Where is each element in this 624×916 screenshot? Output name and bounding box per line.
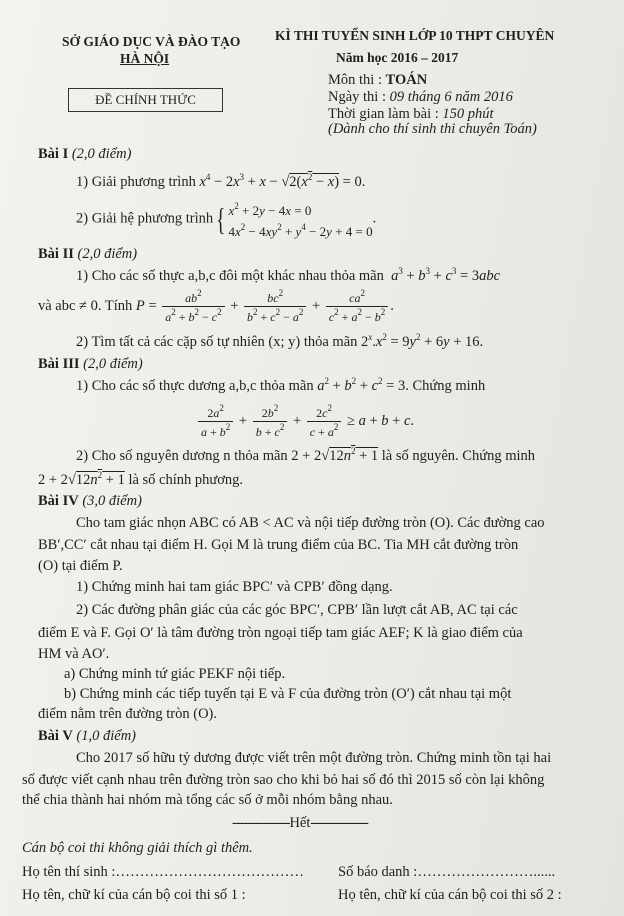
problem-3-inequality: $\frac{2a^2}{a + b^2}$ + $\frac{2b^2}{b + c^2}$ + $\frac{2c^2}{c + a^2}$ ≥ a + b + c. [196, 403, 414, 440]
dept-city: HÀ NỘI [120, 51, 170, 66]
problem-4-qb-1: b) Chứng minh các tiếp tuyến tại E và F của đường tròn (O′) cắt nhau tại một [64, 686, 512, 702]
problem-4-q1: 1) Chứng minh hai tam giác BPC′ và CPB′ đồng dạng. [76, 579, 393, 595]
proctor-note: Cán bộ coi thi không giải thích gì thêm. [22, 840, 253, 856]
problem-1-heading: Bài I (2,0 điểm) [38, 146, 132, 162]
problem-1-q2: 2) Giải hệ phương trình{ $x^2 + 2y - 4x = 0$ $4x^2 - 4xy^2 + y^4 - 2y + 4 = 0$. [76, 201, 377, 239]
school-year: Năm học 2016 – 2017 [336, 50, 459, 65]
problem-5-text-2: số được viết cạnh nhau trên đường tròn sao cho khi bỏ hai số đó thì 2015 số còn lại không [22, 772, 545, 788]
problem-2-q1: 1) Cho các số thực a,b,c đôi một khác nhau thỏa mãn $a^3 + b^3 + c^3 = 3abc$ [76, 266, 501, 284]
problem-2-q2: 2) Tìm tất cả các cặp số tự nhiên (x; y) thỏa mãn $2^x.x^2 = 9y^2 + 6y + 16$. [76, 332, 484, 350]
problem-3-heading: Bài III (2,0 điểm) [38, 356, 143, 372]
official-label: ĐỀ CHÍNH THỨC [68, 88, 223, 112]
problem-5-text-1: Cho 2017 số hữu tỷ dương được viết trên một đường tròn. Chứng minh tồn tại hai [76, 750, 552, 766]
problem-2-heading: Bài II (2,0 điểm) [38, 246, 138, 262]
problem-4-qb-2: điểm nằm trên đường tròn (O). [38, 706, 218, 722]
subject-line: Môn thi : TOÁN [328, 72, 428, 88]
problem-4-intro-2: BB′,CC′ cắt nhau tại điểm H. Gọi M là trung điểm của BC. Tia MH cắt đường tròn [38, 537, 519, 553]
problem-4-intro-1: Cho tam giác nhọn ABC có AB < AC và nội tiếp đường tròn (O). Các đường cao [76, 515, 545, 531]
problem-2-q1-cont: và abc ≠ 0. Tính P = $\frac{ab^2}{a^2 + b^2 - c^2}$ + $\frac{bc^2}{b^2 + c^2 - a^2}$ + $\frac{ca^2}{c^2 + a^2 - b^2}$ . [38, 288, 394, 324]
problem-3-q2: 2) Cho số nguyên dương n thỏa mãn $2 + 2√12n^2 + 1$ là số nguyên. Chứng minh [76, 446, 536, 464]
reg-number-line: Số báo danh :……………………...... [338, 864, 556, 880]
problem-4-q2-2: điểm E và F. Gọi O′ là tâm đường tròn ngoại tiếp tam giác AEF; K là giao điểm của [38, 625, 523, 641]
problem-3-q1: 1) Cho các số thực dương a,b,c thỏa mãn $a^2 + b^2 + c^2 = 3$. Chứng minh [76, 376, 486, 394]
problem-1-q1: 1) Giải phương trình $x^4 - 2x^3 + x - √2(x^2 - x) = 0$. [76, 172, 366, 190]
dept-name: SỞ GIÁO DỤC VÀ ĐÀO TẠO [62, 34, 241, 49]
problem-4-q2-3: HM và AO′. [38, 646, 110, 662]
exam-audience: (Dành cho thí sinh thi chuyên Toán) [328, 121, 537, 137]
exam-date: Ngày thi : 09 tháng 6 năm 2016 [328, 89, 513, 105]
end-mark: ---------------Hết--------------- [232, 815, 368, 831]
proctor-1-signature: Họ tên, chữ kí của cán bộ coi thi số 1 : [22, 887, 246, 903]
proctor-2-signature: Họ tên, chữ kí của cán bộ coi thi số 2 : [338, 887, 562, 903]
problem-5-heading: Bài V (1,0 điểm) [38, 728, 137, 744]
problem-3-q2-cont: $2 + 2√12n^2 + 1$ là số chính phương. [38, 470, 244, 488]
problem-4-intro-3: (O) tại điểm P. [38, 558, 123, 574]
problem-5-text-3: thể chia thành hai nhóm mà tổng các số ở mỗi nhóm bằng nhau. [22, 792, 393, 808]
exam-title: KÌ THI TUYỂN SINH LỚP 10 THPT CHUYÊN [275, 28, 555, 43]
problem-4-q2-1: 2) Các đường phân giác của các góc BPC′, CPB′ lần lượt cắt AB, AC tại các [76, 602, 518, 618]
problem-4-heading: Bài IV (3,0 điểm) [38, 493, 142, 509]
problem-4-qa: a) Chứng minh tứ giác PEKF nội tiếp. [64, 666, 286, 682]
candidate-name-line: Họ tên thí sinh :………………………………… [22, 864, 304, 880]
exam-time: Thời gian làm bài : 150 phút [328, 106, 494, 122]
